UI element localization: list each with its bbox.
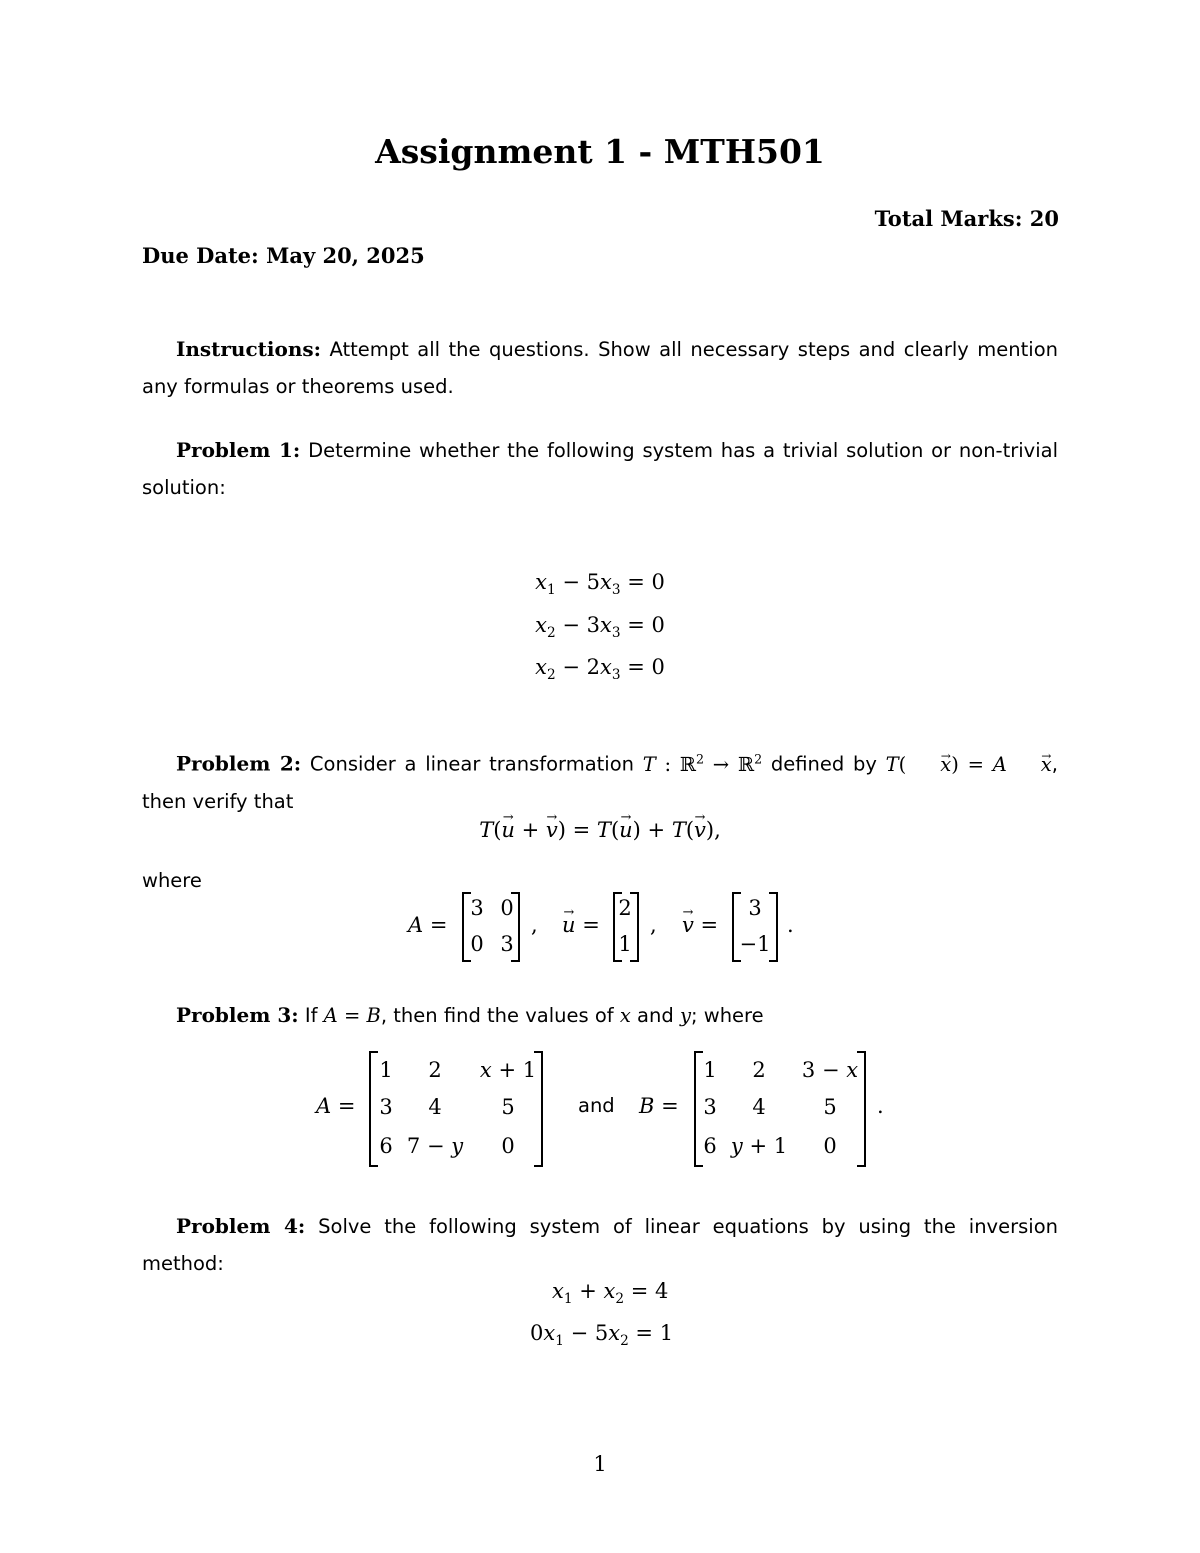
problem-2-text-c: , then verify that: [142, 752, 1058, 813]
problem-3-text-d: ; where: [690, 1004, 764, 1027]
problem-4-label: Problem 4:: [176, 1214, 306, 1238]
problem-3-paragraph: Problem 3: If A = B, then find the values of x and y; where: [176, 1003, 764, 1027]
instructions-label: Instructions:: [176, 337, 322, 361]
problem-1-paragraph: [142, 432, 1058, 506]
problem-4-paragraph: [142, 1208, 1058, 1282]
page-number: 1: [593, 1452, 607, 1476]
instructions-paragraph: [142, 331, 1058, 405]
problem-2-paragraph: [142, 740, 1058, 820]
problem-1-text: Determine whether the following system has a trivial solution or non-trivial solution:: [142, 439, 1058, 499]
transformation-definition: T(→ x) = A→ x: [886, 753, 1052, 776]
transformation-mapping: T : ℝ$^2$ → ℝ$^2$: [642, 751, 763, 776]
problem-2-text-a: Consider a linear transformation: [301, 752, 643, 776]
problem-2-label: Problem 2:: [176, 751, 302, 776]
problem-3-text-b: , then find the values of: [380, 1004, 620, 1027]
p2-where: where: [142, 869, 202, 892]
p2-linearity-equation: T(→ u + → v) = T(→ u) + T(→ v),: [0, 818, 1200, 842]
p3-and: and: [578, 1094, 615, 1117]
p4-equation-2: $0x_1 - 5x_2 = 1$: [530, 1321, 674, 1350]
problem-4-text: Solve the following system of linear equations by using the inversion method:: [142, 1215, 1058, 1275]
instructions-text: Attempt all the questions. Show all necessary steps and clearly mention any formulas or theorems used.: [142, 338, 1058, 398]
problem-2-text-b: defined by: [762, 752, 886, 776]
p1-equation-1: $x_1 - 5x_3 = 0$: [535, 570, 665, 599]
total-marks: Total Marks: 20: [874, 206, 1059, 231]
page-title: Assignment 1 - MTH501: [375, 132, 825, 171]
problem-3-label: Problem 3:: [176, 1003, 299, 1027]
p4-equation-1: $x_1 + x_2 = 4$: [552, 1279, 669, 1308]
p1-equation-2: $x_2 - 3x_3 = 0$: [535, 613, 665, 642]
problem-3-text-c: and: [630, 1004, 680, 1027]
document-page: Assignment 1 - MTH501 Total Marks: 20 Due Date: May 20, 2025 Instructions: Attempt all the questions. Show all necessary steps and clearly mention any formulas or theorems used. Problem 1: Determine whether the following system has a trivial solution or non-trivial solution: $x_1 - 5x_3 = 0$ $x_2 - 3x_3 = 0$ $x_2 - 2x_3 = 0$ Problem 2: Consider a linear transformation T : ℝ$^2$ → ℝ$^2$ defined by T(→ x) = A→ x, then verify that T(→ u + → v) = T(→ u) + T(→ v), where A = 3 0 0 3 , → u = 2 1 , → v = 3 −1 . Problem 3: If A = B, then find the values of x and y; where A = 1 2 x + 1 3 4 5 6 7 − y 0 and B = 1 2 3 − x 3 4 5 6 y + 1 0 . Problem 4: Solve the following system of linear equations by using the inversion method: $x_1 + x_2 = 4$ $0x_1 - 5x_2 = 1$ 1: [0, 0, 1200, 1553]
problem-3-text-a: If: [298, 1004, 324, 1027]
problem-1-label: Problem 1:: [176, 438, 301, 462]
p1-equation-3: $x_2 - 2x_3 = 0$: [535, 655, 665, 684]
due-date: Due Date: May 20, 2025: [142, 243, 425, 268]
